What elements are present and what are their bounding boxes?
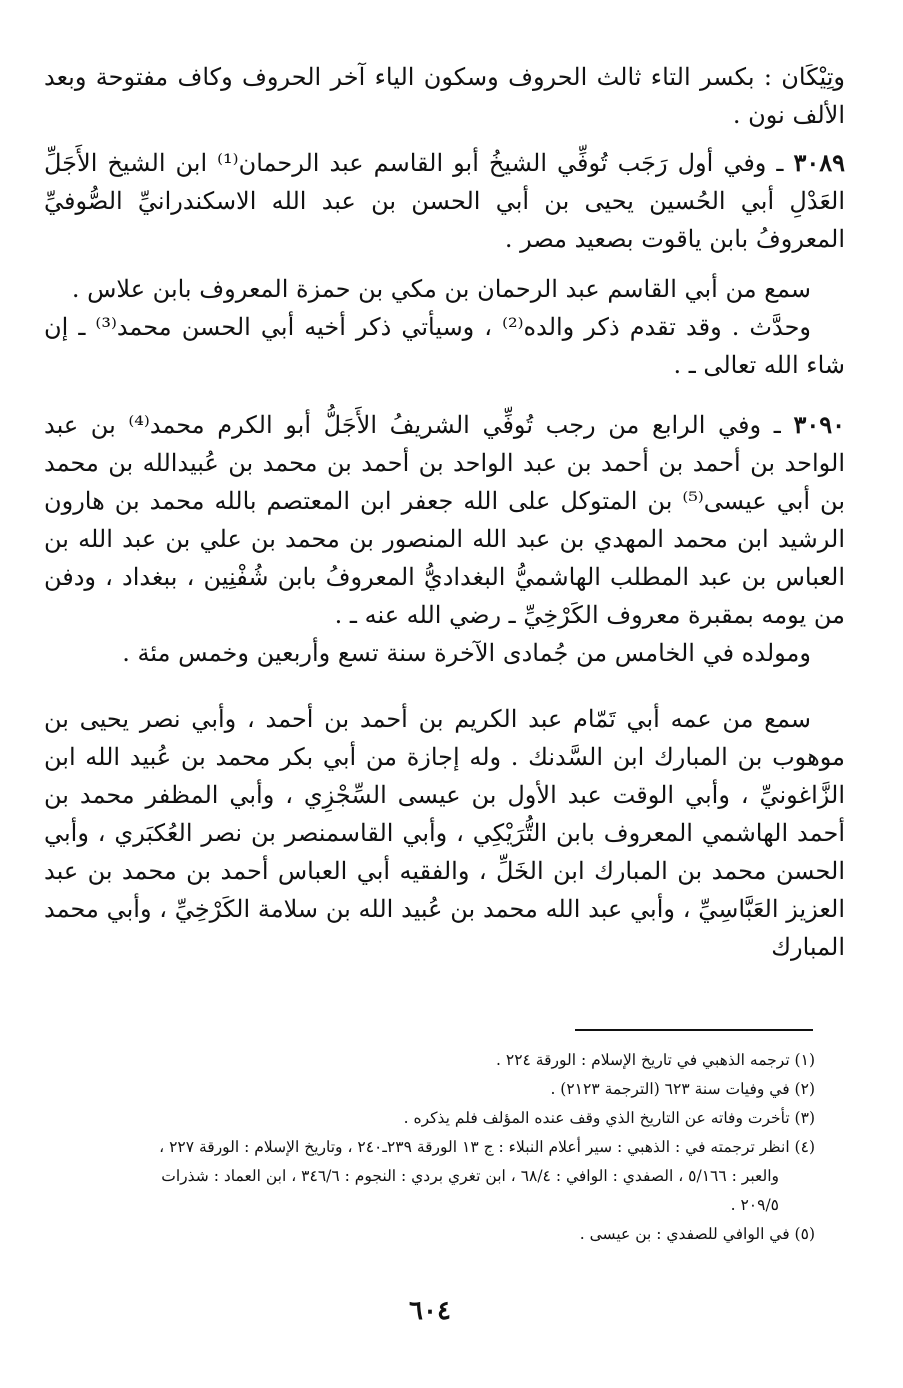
entry-number: ٣٠٩٠ <box>793 410 845 439</box>
paragraph-tikan-note: وتِيْكَان : بكسر التاء ثالث الحروف وسكون الياء آخر الحروف وكاف مفتوحة وبعد الألف نون . <box>44 63 845 129</box>
footnote-1: (١) ترجمه الذهبي في تاريخ الإسلام : الورقة ٢٢٤ . <box>496 1051 815 1069</box>
entry-3090 <box>44 406 845 634</box>
main-text <box>44 58 845 966</box>
footnote-4-end: ٢٠٩/٥ . <box>730 1196 779 1214</box>
footnote-5: (٥) في الوافي للصفدي : بن عيسى . <box>579 1225 815 1243</box>
footnote-3: (٣) تأخرت وفاته عن التاريخ الذي وقف عنده المؤلف فلم يذكره . <box>403 1109 815 1127</box>
entry-number: ٣٠٨٩ <box>793 148 846 177</box>
entry-3089 <box>44 144 845 258</box>
footnote-separator <box>575 1029 813 1031</box>
entry-text: ـ وفي الرابع من رجب تُوفِّي الشريفُ الأَجَلُّ أبو الكرم محمد⁽⁴⁾ بن عبد الواحد بن أحمد بن أحمد بن عبد الواحد بن أحمد بن محمد بن عُبيدالله بن محمد بن أبي عيسى⁽⁵⁾ بن المتوكل على الله جعفر ابن المعتصم بالله محمد بن هارون الرشيد ابن محمد المهدي بن عبد الله المنصور بن محمد بن علي بن عبد الله بن العباس بن عبد المطلب الهاشميُّ البغداديُّ المعروفُ بابن شُفْنِين ، ببغداد ، ودفن من يومه بمقبرة معروف الكَرْخِيِّ ـ رضي الله عنه ـ . <box>44 411 845 629</box>
entry-3089-heard: سمع من أبي القاسم عبد الرحمان بن مكي بن حمزة المعروف بابن علاس . <box>71 275 811 303</box>
entry-3089-narrated: وحدَّث . وقد تقدم ذكر والده⁽²⁾ ، وسيأتي ذكر أخيه أبي الحسن محمد⁽³⁾ ـ إن شاء الله تعالى ـ . <box>44 313 845 379</box>
entry-3090-heard: سمع من عمه أبي تَمّام عبد الكريم بن أحمد بن أحمد ، وأبي نصر يحيى بن موهوب بن المبارك ابن السَّدنك . وله إجازة من أبي بكر محمد بن عُبيد الله ابن الزَّاغونيِّ ، وأبي الوقت عبد الأول بن عيسى السِّجْزِي ، وأبي المظفر محمد بن أحمد الهاشمي المعروف بابن التُّرَيْكِي ، وأبي القاسمنصر بن نصر العُكبَري ، وأبي الحسن محمد بن المبارك ابن الخَلِّ ، والفقيه أبي العباس أحمد بن محمد بن عبد العزيز العَبَّاسِيِّ ، وأبي عبد الله محمد بن عُبيد الله بن سلامة الكَرْخِيِّ ، وأبي محمد المبارك <box>44 705 845 961</box>
footnote-2: (٢) في وفيات سنة ٦٢٣ (الترجمة ٢١٢٣) . <box>550 1080 815 1098</box>
entry-3090-birth: ومولده في الخامس من جُمادى الآخرة سنة تسع وأربعين وخمس مئة . <box>122 639 811 667</box>
entry-text: ـ وفي أول رَجَب تُوفِّي الشيخُ أبو القاسم عبد الرحمان⁽¹⁾ ابن الشيخ الأَجَلِّ العَدْلِ أبي الحُسين يحيى بن أبي الحسن بن عبد الله الاسكندرانيِّ الصُّوفيِّ المعروفُ بابن ياقوت بصعيد مصر . <box>44 149 845 253</box>
footnotes <box>44 1046 815 1249</box>
page-number: ٦٠٤ <box>409 1296 451 1326</box>
footnote-4-continued: والعبر : ٥/١٦٦ ، الصفدي : الوافي : ٦٨/٤ ، ابن تغري بردي : النجوم : ٣٤٦/٦ ، ابن العماد : شذرات <box>161 1167 779 1185</box>
footnote-4: (٤) انظر ترجمته في : الذهبي : سير أعلام النبلاء : ج ١٣ الورقة ٢٣٩ـ٢٤٠ ، وتاريخ الإسلام : الورقة ٢٢٧ ، <box>159 1138 815 1156</box>
